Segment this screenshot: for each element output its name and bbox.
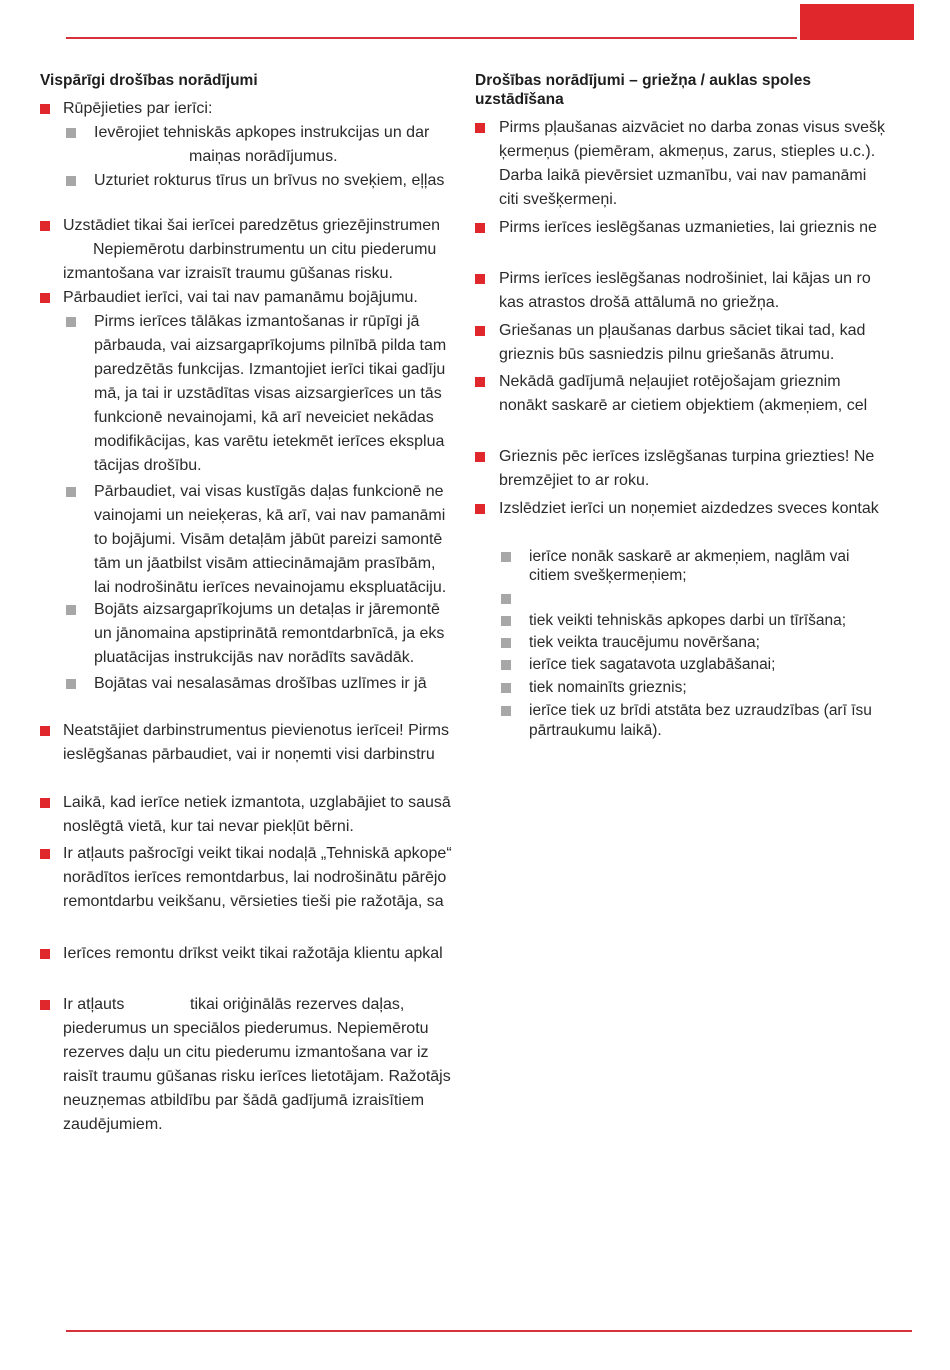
footer-rule bbox=[66, 1330, 912, 1332]
text-line: Nepiemērotu darbinstrumentu un citu piederumu bbox=[93, 241, 437, 258]
text-line: funkcionē nevainojami, kā arī neveiciet nekādas bbox=[94, 409, 434, 426]
page-tab-marker bbox=[800, 4, 914, 40]
bullet-square-icon bbox=[475, 504, 485, 514]
text-line: nonākt saskarē ar cietiem objektiem (akmeņiem, cel bbox=[499, 397, 868, 414]
text-line: citiem svešķermeņiem; bbox=[529, 567, 687, 584]
text-line: ieslēgšanas pārbaudiet, vai ir noņemti visi darbinstru bbox=[63, 746, 435, 763]
text-line: rezerves daļu un citu piederumu izmantošana var iz bbox=[63, 1044, 429, 1061]
bullet-square-icon bbox=[501, 616, 511, 626]
bullet-square-icon bbox=[475, 377, 485, 387]
text-line: remontdarbu veikšanu, vērsieties tieši pie ražotāja, sa bbox=[63, 893, 444, 910]
text-line: grieznis būs sasniedzis pilnu griešanās ātrumu. bbox=[499, 346, 835, 363]
text-line: ķermeņus (piemēram, akmeņus, zarus, stieples u.c.). bbox=[499, 143, 876, 160]
bullet-square-icon bbox=[40, 221, 50, 231]
bullet-square-icon bbox=[501, 660, 511, 670]
bullet-square-icon bbox=[40, 1000, 50, 1010]
bullet-square-icon bbox=[501, 683, 511, 693]
text-line: lai nodrošinātu ierīces nevainojamu ekspluatāciju. bbox=[94, 579, 447, 596]
bullet-square-icon bbox=[501, 706, 511, 716]
text-line: citi svešķermeņi. bbox=[499, 191, 618, 208]
text-line: zaudējumiem. bbox=[63, 1116, 163, 1133]
section-heading: Vispārīgi drošības norādījumi bbox=[40, 72, 258, 89]
bullet-square-icon bbox=[475, 223, 485, 233]
text-line: raisīt traumu gūšanas risku ierīces lietotājam. Ražotājs bbox=[63, 1068, 451, 1085]
bullet-square-icon bbox=[40, 104, 50, 114]
section-heading: Drošības norādījumi – griežņa / auklas spoles bbox=[475, 72, 811, 89]
text-line: un jānomaina apstiprinātā remontdarbnīcā, ja eks bbox=[94, 625, 445, 642]
bullet-square-icon bbox=[475, 452, 485, 462]
bullet-square-icon bbox=[40, 293, 50, 303]
text-line: piederumus un speciālos piederumus. Nepiemērotu bbox=[63, 1020, 429, 1037]
text-line: tām un jāatbilst visām attiecināmajām prasībām, bbox=[94, 555, 436, 572]
bullet-square-icon bbox=[475, 326, 485, 336]
bullet-square-icon bbox=[66, 679, 76, 689]
bullet-square-icon bbox=[66, 176, 76, 186]
text-line: tācijas drošību. bbox=[94, 457, 202, 474]
text-line: vainojami un neieķeras, kā arī, vai nav pamanāmi bbox=[94, 507, 446, 524]
bullet-square-icon bbox=[66, 128, 76, 138]
bullet-square-icon bbox=[475, 274, 485, 284]
bullet-square-icon bbox=[66, 317, 76, 327]
section-heading-line-2: uzstādīšana bbox=[475, 91, 564, 108]
text-line: pārbauda, vai aizsargaprīkojums pilnībā pilda tam bbox=[94, 337, 447, 354]
text-line: pārtraukumu laikā). bbox=[529, 722, 662, 739]
bullet-square-icon bbox=[40, 726, 50, 736]
text-line: mā, ja tai ir uzstādītas visas aizsargierīces un tās bbox=[94, 385, 442, 402]
text-line: paredzētās funkcijas. Izmantojiet ierīci tikai gadīju bbox=[94, 361, 446, 378]
bullet-square-icon bbox=[501, 594, 511, 604]
header-rule bbox=[66, 37, 797, 39]
bullet-square-icon bbox=[66, 487, 76, 497]
text-line: pluatācijas instrukcijās nav norādīts savādāk. bbox=[94, 649, 415, 666]
bullet-square-icon bbox=[475, 123, 485, 133]
bullet-square-icon bbox=[501, 638, 511, 648]
text-line: noslēgtā vietā, kur tai nevar piekļūt bērni. bbox=[63, 818, 354, 835]
bullet-square-icon bbox=[40, 798, 50, 808]
text-line: izmantošana var izraisīt traumu gūšanas risku. bbox=[63, 265, 393, 282]
text-line: Darba laikā pievērsiet uzmanību, vai nav pamanāmi bbox=[499, 167, 867, 184]
text-line: neuzņemas atbildību par šādā gadījumā izraisītiem bbox=[63, 1092, 425, 1109]
text-line: maiņas norādījumus. bbox=[189, 148, 338, 165]
bullet-square-icon bbox=[66, 605, 76, 615]
text-line: kas atrastos drošā attālumā no griežņa. bbox=[499, 294, 780, 311]
bullet-square-icon bbox=[40, 849, 50, 859]
text-line: modifikācijas, kas varētu ietekmēt ierīces eksplua bbox=[94, 433, 445, 450]
bullet-square-icon bbox=[501, 552, 511, 562]
text-line: norādītos ierīces remontdarbus, lai nodrošinātu pārējo bbox=[63, 869, 447, 886]
text-line: bremzējiet to ar roku. bbox=[499, 472, 650, 489]
text-line: to bojājumi. Visām detaļām jābūt pareizi samontē bbox=[94, 531, 443, 548]
bullet-square-icon bbox=[40, 949, 50, 959]
